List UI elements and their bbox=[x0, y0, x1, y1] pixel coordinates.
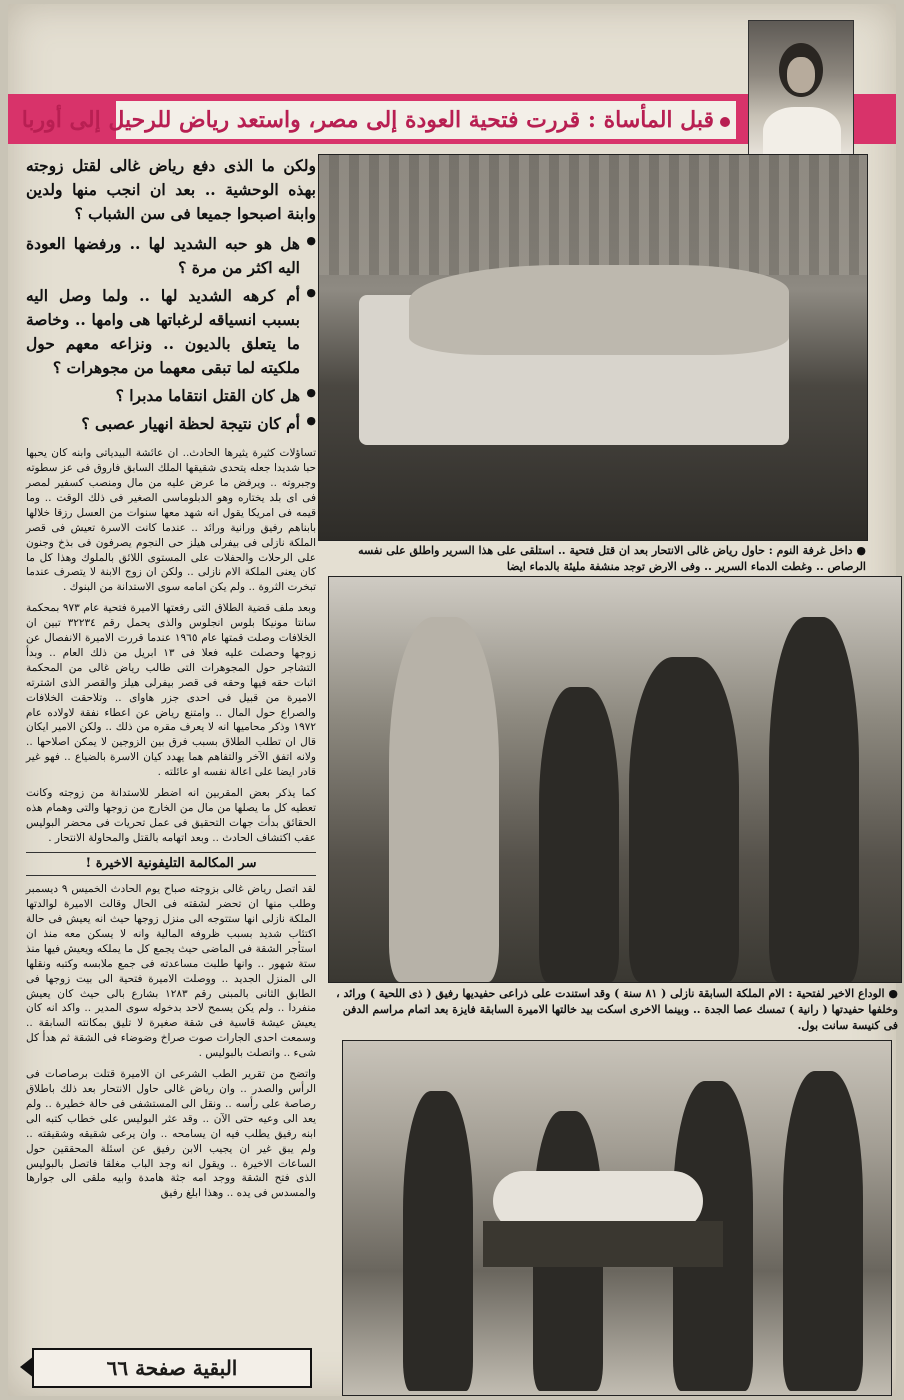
question-item: ● أم كرهه الشديد لها .. ولما وصل اليه بسبب انسياقه لرغباتها هى وامها .. وخاصة ما يتعلق بالديون .. ونزاعه معهم حول ملكيته لما تبقى معهما من مجوهرات ؟ bbox=[26, 284, 316, 380]
question-item: ● هل كان القتل انتقاما مدبرا ؟ bbox=[26, 384, 316, 408]
headline bbox=[21, 101, 736, 139]
portrait-photo bbox=[748, 20, 854, 158]
article-paragraph: وبعد ملف قضية الطلاق التى رفعتها الاميرة فتحية عام ٩٧٣ بمحكمة سانتا مونيكا بلوس انجلوس والذى يحمل رقم ٣٢٢٣٤ تبين ان الخلافات وصلت قمتها عام ١٩٦٥ عندما قررت الاميرة الانفصال عن زوجها وحصلت عليه فعلا فى ١٣ ابريل من ذلك العام .. وبدأ التشاجر حول المجوهرات التى طالب رياض غالى من المحكمة اثبات حقه فيها وحقه فى قصر بيفرلى هيلز والقصر الذى اشترته الاميرة من قبيل فى احدى جزر هاواى .. وتلاحقت الخلافات والصراع حول المال .. وامتنع رياض عن اعطاء نفقة لاولاده عام ١٩٧٢ وذكر محاميها انه لا يعرف مقره من ذلك .. ولكن الامير ايكان قال ان تطلب الطلاق بسبب فرق بين الزوجين لا يمكن اصلاحها .. ولانه اتفق الآخر والتفاهم هما يهدد كيان الاسرة بالضياع .. فهو غير قادر ايضا على اعالة نفسه او عائلته . bbox=[26, 602, 317, 779]
headline-text: قررت فتحية العودة إلى مصر، واستعد رياض للرحيل إلى أوربا bbox=[21, 107, 581, 133]
curtain bbox=[319, 155, 867, 275]
figure bbox=[629, 657, 739, 982]
question-item: ● هل هو حبه الشديد لها .. ورفضها العودة اليه اكثر من مرة ؟ bbox=[26, 232, 316, 280]
article-paragraph: تساؤلات كثيرة يثيرها الحادث.. ان عائشة البيدياتى وابنه كان يحبها حبا شديدا جعله يتحدى شقيقها الملك السابق فاروق فى عز سطوته وجبروته .. ويرفض ما عرض عليه من مال ومنصب كسفير لمصر فى اى بلد يختاره وهو الدبلوماسى الصغير فى ذلك الوقت .. وما قيمه فى امريكا يقول انه شهد معها سنوات من العسل رزقا خلالها بابناهم رفيق ورانية ورائد .. عندما كانت الاسرة تعيش فى قصر الملكة نازلى فى بيفرلى هيلز حى النجوم يصرفون فى بذخ وجنون على الرحلات والحفلات على المستوى اللائق بالملوك وهذا كل ما كان يعنى الملكة الام نازلى .. ولكن ان زوج الابنة لا يتصرف عندما تبخرت الثروة .. ولم يكن امامه سوى الاستدانة من البنوك . bbox=[26, 447, 316, 594]
headline-lead: قبل المأساة : bbox=[587, 107, 714, 133]
figure bbox=[783, 1071, 863, 1391]
magazine-page bbox=[8, 4, 896, 1396]
question-list bbox=[26, 232, 316, 436]
figure bbox=[403, 1091, 473, 1391]
article-intro: ولكن ما الذى دفع رياض غالى لقتل زوجته بهذه الوحشية .. بعد ان انجب منها ولدين وابنة اصبحوا جميعا فى سن الشباب ؟ bbox=[26, 156, 316, 224]
funeral-procession-photo bbox=[328, 576, 902, 983]
coffin bbox=[483, 1221, 723, 1267]
article-paragraph: واتضح من تقرير الطب الشرعى ان الاميرة قتلت برصاصات فى الرأس والصدر .. وان رياض غالى حاول الانتحار بعد ذلك باطلاق رصاصة على رأسه .. ونقل الى المستشفى فى حالة خطيرة .. ولم يعد الى وعيه حتى الآن .. وقد عثر البوليس على خطاب كتبه الى ابنه رفيق يطلب فيه ان يسامحه .. وان يرعى شقيقه وشقيقته .. ولم يبق غير ان يجيب الابن رفيق عن اسئلة المحققين حول الساعات الاخيرة .. ويقول انه وجد الباب مغلقا فاتصل بالبوليس الذى فتح الشقة ووجد امه جثة هامدة وابيه ملقى الى جوارها والمسدس فى يده .. وهذا ابلغ رفيق bbox=[26, 1068, 316, 1200]
article-paragraph: لقد اتصل رياض غالى بزوجته صباح يوم الحادث الخميس ٩ ديسمبر وطلب منها ان تحضر لشقته فى الحال وقالت الاميرة لوالدتها الملكة نازلى انها ستتوجه الى منزل زوجها حيث انه يعيش فى حالة اكتئاب شديد بسبب ظروفه المالية وانه لا يسكن معه منذ ان استأجر الشقة فى الماضى حيث يجمع كل ما يملكه ويعيش فيها منذ ستة شهور .. وانها طلبت مساعدته فى جمع ملابسه وكتبه ونقلها الى المنزل الجديد .. ووصلت الاميرة فتحية الى بيت زوجها فى الطابق الثانى بالمبنى رقم ١٢٨٣ بشارع بالى حيث كان يعيش منفردا .. ولم يكن يسمح لاحد بدخوله سوى المدير .. واكد انه كان يعيش عيشة قاسية فى شقة صغيرة لا تليق بمكانته السابقة .. وسمعت احدى الجارات صوت صراخ وضوضاء فى الشقة ثم هدأ كل شىء .. واتصلت بالبوليس . bbox=[26, 883, 316, 1060]
figure bbox=[769, 617, 859, 982]
article-paragraph: كما يذكر بعض المقربين انه اضطر للاستدانة من زوجته وكانت تعطيه كل ما يصلها من مال من الخارج من زوجها والتى وهمام هذه الحقائق بدأت جهات التحقيق فى عمل تحريات فى محضر البوليس عقب اكتشاف الحادث .. وبعد اتهامه بالقتل والمحاولة الانتحار . bbox=[26, 787, 316, 844]
bedroom-photo bbox=[318, 154, 868, 541]
bullet-icon bbox=[720, 117, 730, 127]
subheading: سر المكالمة التليفونية الاخيرة ! bbox=[26, 852, 316, 876]
figure bbox=[389, 617, 499, 982]
continued-note: البقية صفحة ٦٦ bbox=[32, 1348, 312, 1388]
article-column bbox=[26, 154, 316, 1326]
figure bbox=[539, 687, 619, 982]
bedsheet bbox=[409, 265, 789, 355]
photo-caption: ● الوداع الاخير لفتحية : الام الملكة السابقة نازلى ( ٨١ سنة ) وقد استندت على ذراعى حفيديها رفيق ( ذى اللحية ) ورائد ، وخلفها حفيدتها ( رانية ) تمسك عصا الجدة .. وبينما الاخرى اسكت بيد خالتها الاميرة السابقة فايزة بعد اتمام مراسم الدفن فى كنيسة سانت بول. bbox=[336, 987, 898, 1032]
photo-caption: ● داخل غرفة النوم : حاول رياض غالى الانتحار بعد ان قتل فتحية .. استلقى على هذا السرير واطلق على نفسه الرصاص .. وغطت الدماء السرير .. وفى الارض توجد منشفة مليئة بالدماء ايضا bbox=[358, 544, 866, 573]
coffin-bearers-photo bbox=[342, 1040, 892, 1396]
question-item: ● أم كان نتيجة لحظة انهيار عصبى ؟ bbox=[26, 412, 316, 436]
portrait-face bbox=[787, 57, 815, 93]
